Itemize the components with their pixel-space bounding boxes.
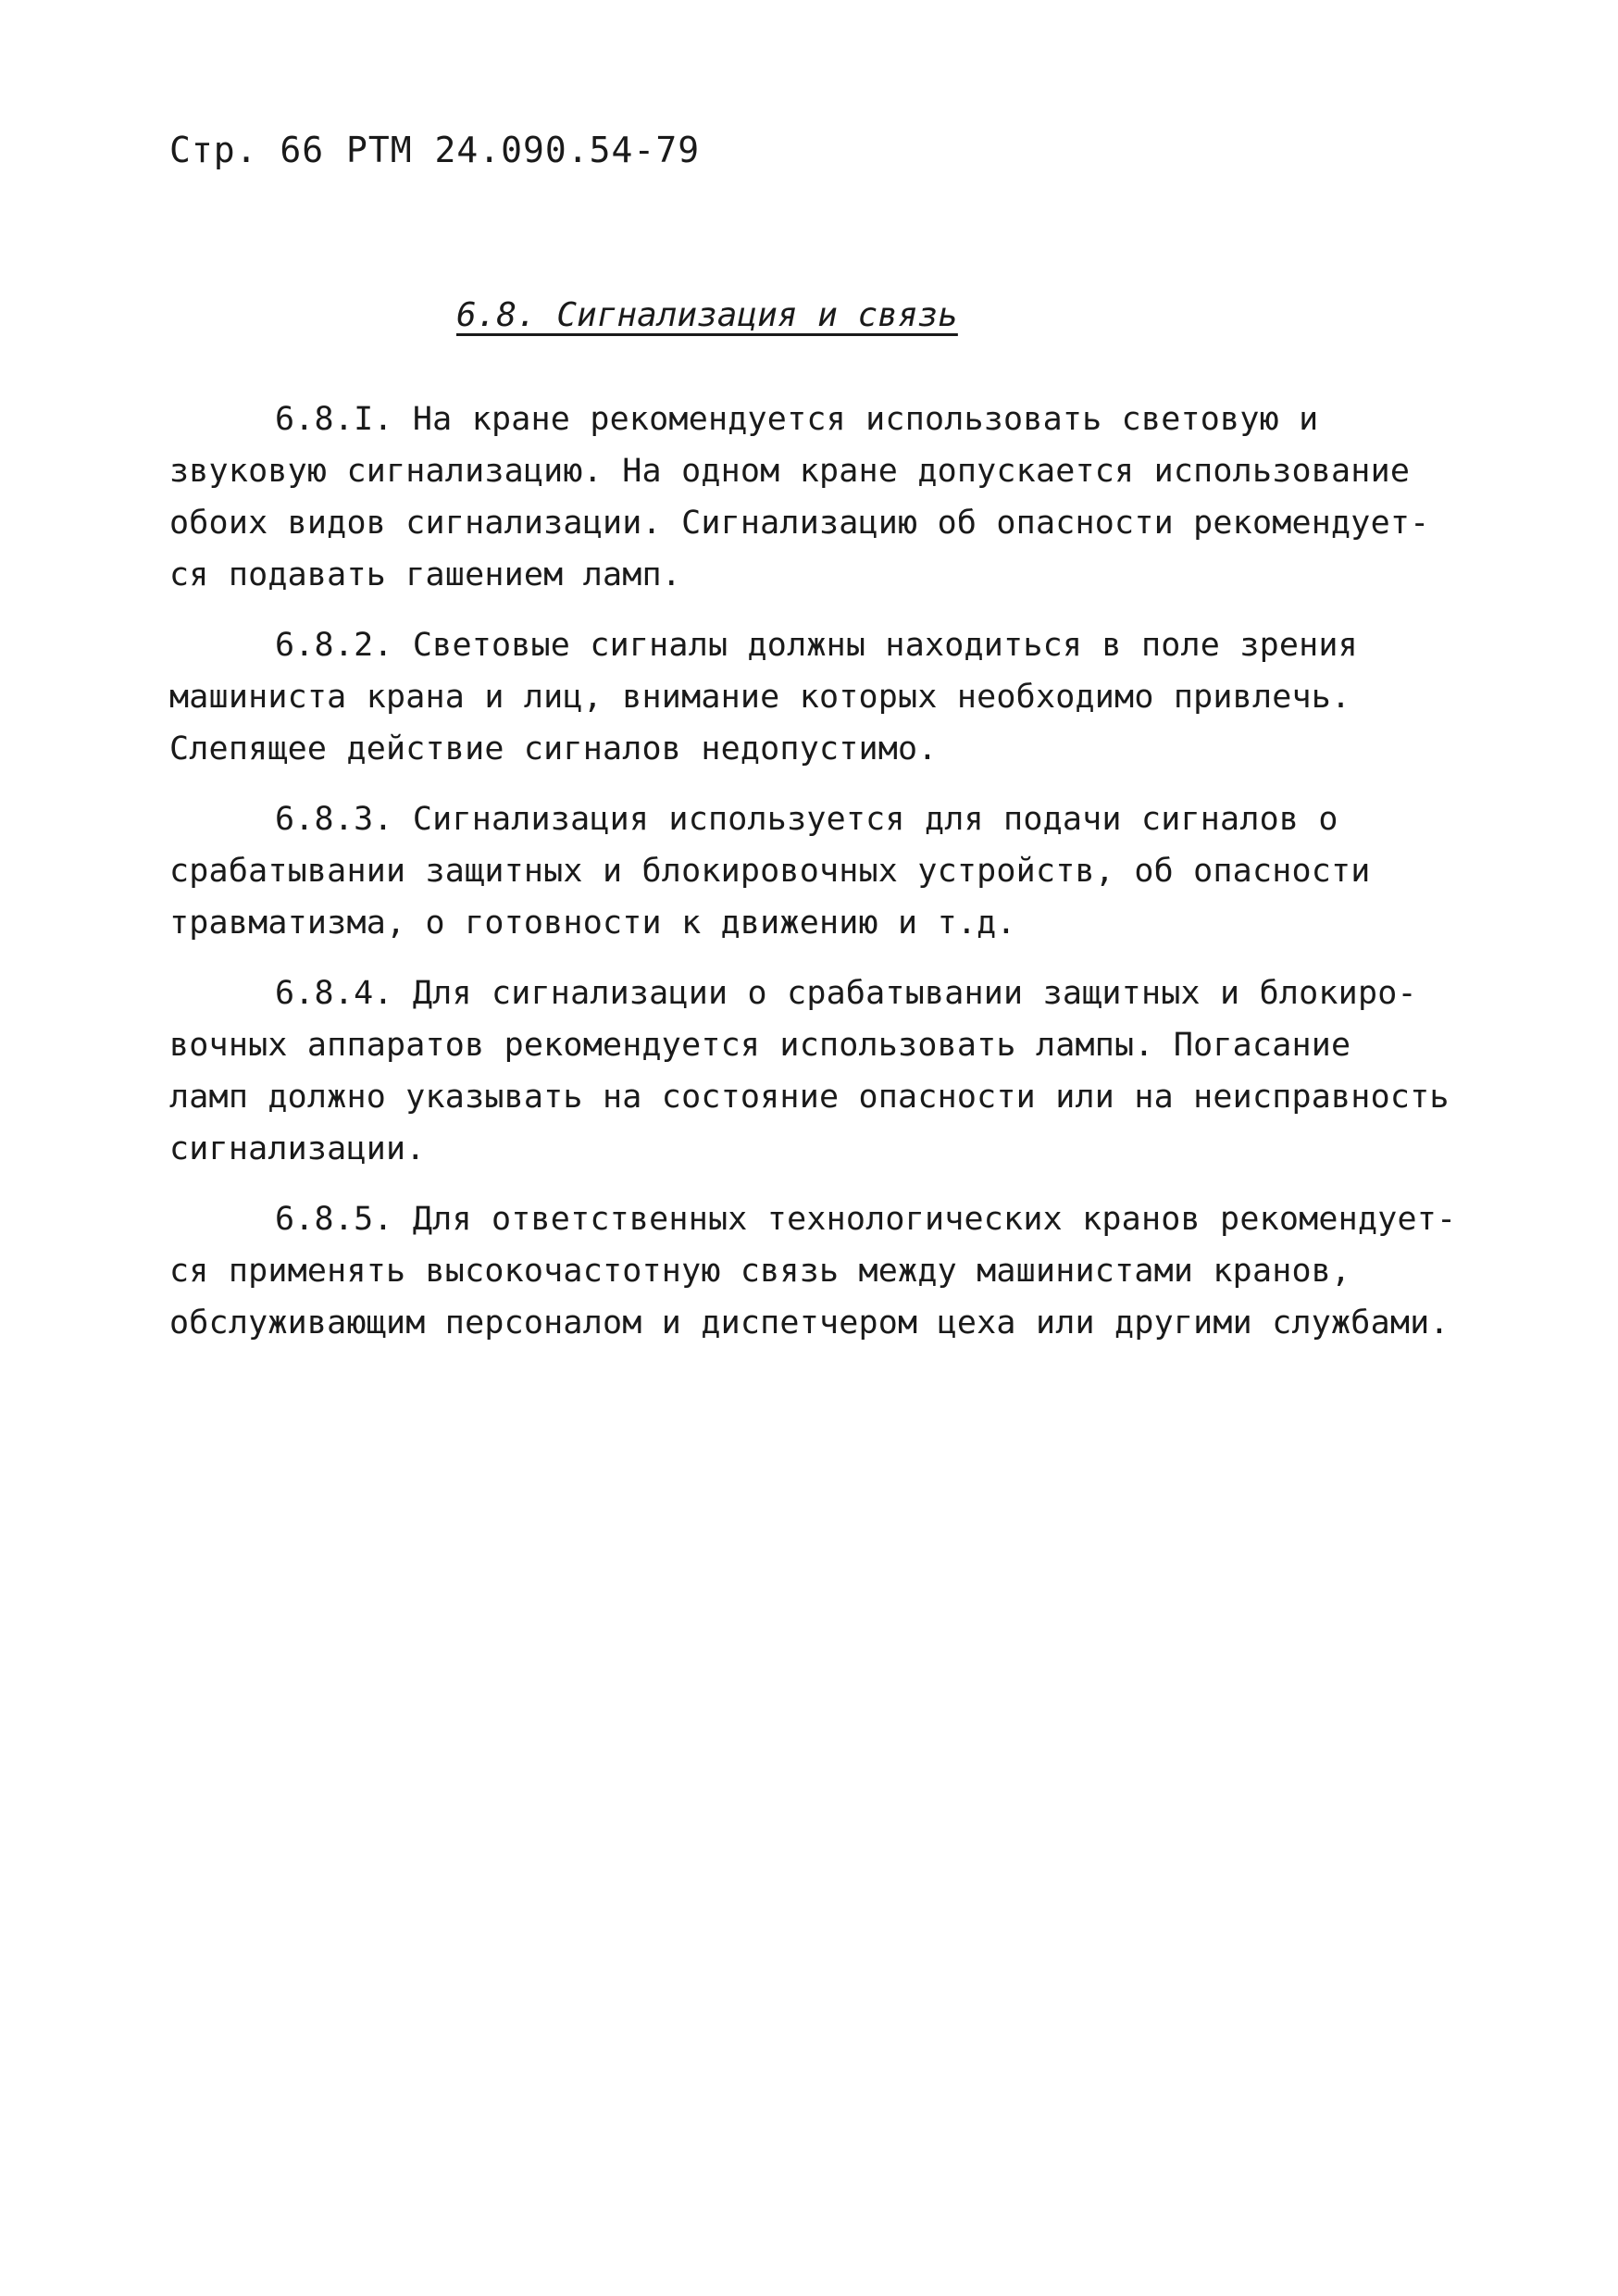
text-line: машиниста крана и лиц, внимание которых необходимо привлечь. [169, 679, 1351, 716]
text-line: срабатывании защитных и блокировочных устройств, об опасности [169, 853, 1371, 890]
page-header: Стр. 66 РТМ 24.090.54-79 [169, 130, 701, 170]
text-line: сигнализации. [169, 1130, 426, 1167]
text-line: ся применять высокочастотную связь между машинистами кранов, [169, 1253, 1351, 1290]
paragraph-6-8-3 [169, 793, 1484, 949]
paragraph-6-8-2 [169, 619, 1484, 775]
text-line: звуковую сигнализацию. На одном кране допускается использование [169, 453, 1411, 490]
text-line: Слепящее действие сигналов недопустимо. [169, 730, 938, 767]
text-line: травматизма, о готовности к движению и т.д. [169, 905, 1016, 942]
paragraph-6-8-4 [169, 967, 1484, 1175]
text-line: 6.8.5. Для ответственных технологических кранов рекомендует- [275, 1201, 1457, 1238]
body-text [169, 393, 1484, 1367]
text-line: 6.8.3. Сигнализация используется для подачи сигналов о [275, 801, 1338, 838]
text-line: вочных аппаратов рекомендуется использовать лампы. Погасание [169, 1027, 1351, 1064]
text-line: 6.8.I. На кране рекомендуется использовать световую и [275, 401, 1319, 438]
text-line: обоих видов сигнализации. Сигнализацию об опасности рекомендует- [169, 505, 1430, 542]
text-line: ламп должно указывать на состояние опасности или на неисправность [169, 1079, 1450, 1116]
text-line: обслуживающим персоналом и диспетчером цеха или другими службами. [169, 1304, 1450, 1341]
text-line: ся подавать гашением ламп. [169, 556, 682, 593]
paragraph-6-8-5 [169, 1193, 1484, 1349]
section-title: 6.8. Сигнализация и связь [456, 296, 958, 334]
text-line: 6.8.2. Световые сигналы должны находиться в поле зрения [275, 627, 1358, 664]
paragraph-6-8-1 [169, 393, 1484, 601]
text-line: 6.8.4. Для сигнализации о срабатывании защитных и блокиро- [275, 975, 1417, 1012]
